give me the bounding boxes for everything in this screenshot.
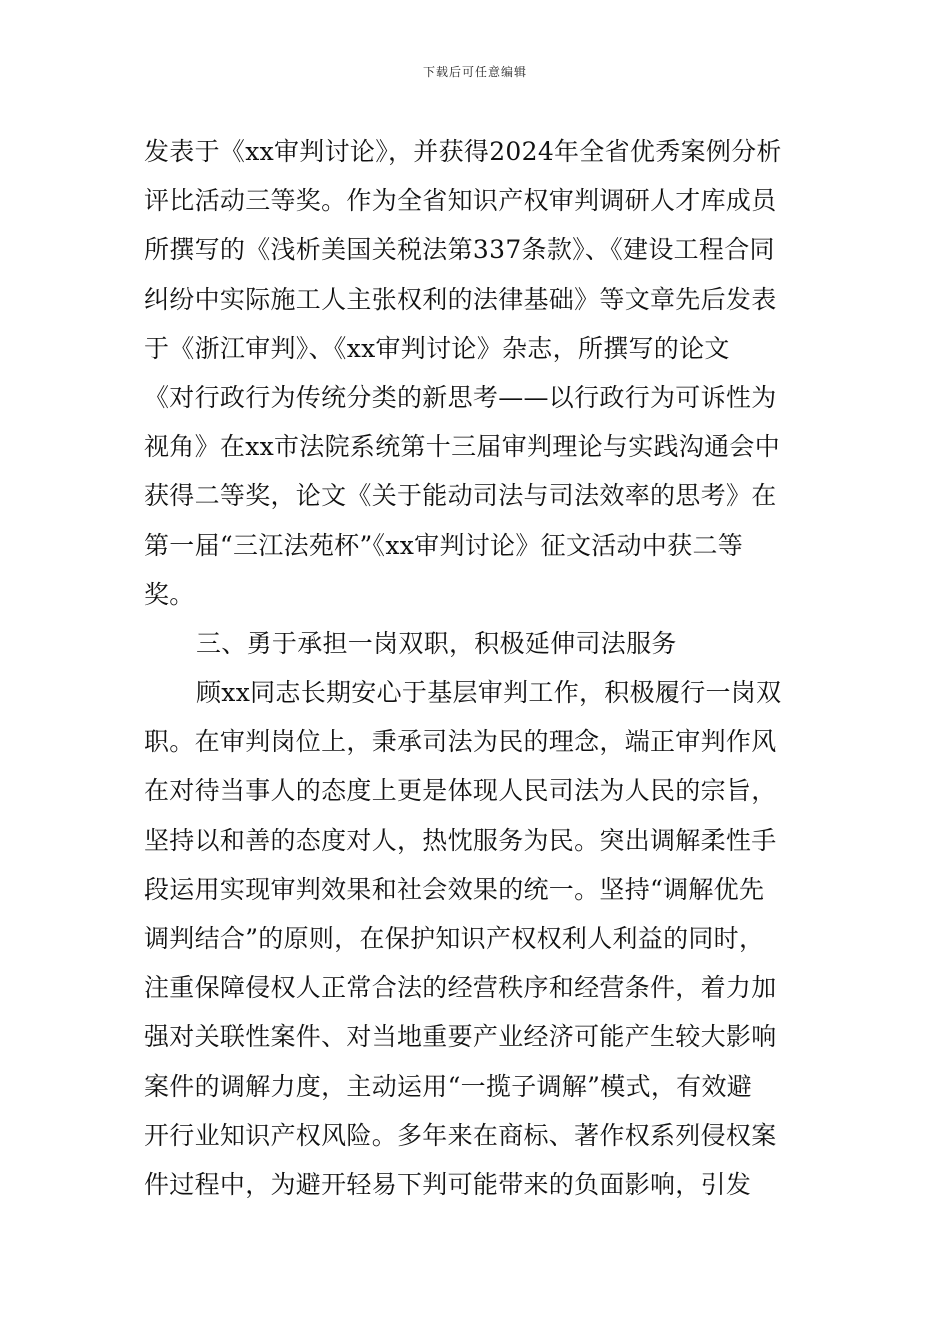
text-line: 调判结合”的原则，在保护知识产权权利人利益的同时， [144,924,765,953]
text-line: 所撰写的《浅析美国关税法第337条款》、《建设工程合同 [144,235,775,265]
text-line: 案件的调解力度，主动运用“一揽子调解”模式，有效避 [144,1071,753,1101]
text-line: 视角》在xx市法院系统第十三届审判理论与实践沟通会中 [144,432,781,462]
text-line: 件过程中，为避开轻易下判可能带来的负面影响，引发 [144,1169,752,1199]
text-line: 获得二等奖，论文《关于能动司法与司法效率的思考》在 [144,481,777,511]
text-line: 坚持以和善的态度对人，热忱服务为民。突出调解柔性手 [144,825,777,855]
document-body [144,127,814,1209]
text-line: 注重保障侵权人正常合法的经营秩序和经营条件，着力加 [144,973,777,1003]
section-heading: 三、勇于承担一岗双职，积极延伸司法服务 [196,628,677,658]
text-line: 在对待当事人的态度上更是体现人民司法为人民的宗旨， [144,776,777,806]
text-line: 纠纷中实际施工人主张权利的法律基础》等文章先后发表 [144,284,777,314]
text-line: 发表于《xx审判讨论》，并获得2024年全省优秀案例分析 [144,137,782,166]
page-header-note: 下载后可任意编辑 [422,65,527,79]
paragraph-start-line: 顾xx同志长期安心于基层审判工作，积极履行一岗双 [196,678,782,708]
text-line: 于《浙江审判》、《xx审判讨论》杂志，所撰写的论文 [144,333,730,363]
text-line: 段运用实现审判效果和社会效果的统一。坚持“调解优先 [144,874,765,904]
text-line: 职。在审判岗位上，秉承司法为民的理念，端正审判作风 [144,727,777,757]
text-line: 开行业知识产权风险。多年来在商标、著作权系列侵权案 [144,1120,777,1150]
text-line: 《对行政行为传统分类的新思考——以行政行为可诉性为 [144,382,777,412]
text-line: 强对关联性案件、对当地重要产业经济可能产生较大影响 [144,1022,777,1052]
text-line: 评比活动三等奖。作为全省知识产权审判调研人才库成员 [144,186,777,216]
text-line: 第一届“三江法苑杯”《xx审判讨论》征文活动中获二等 [144,530,744,560]
text-line: 奖。 [144,579,195,609]
